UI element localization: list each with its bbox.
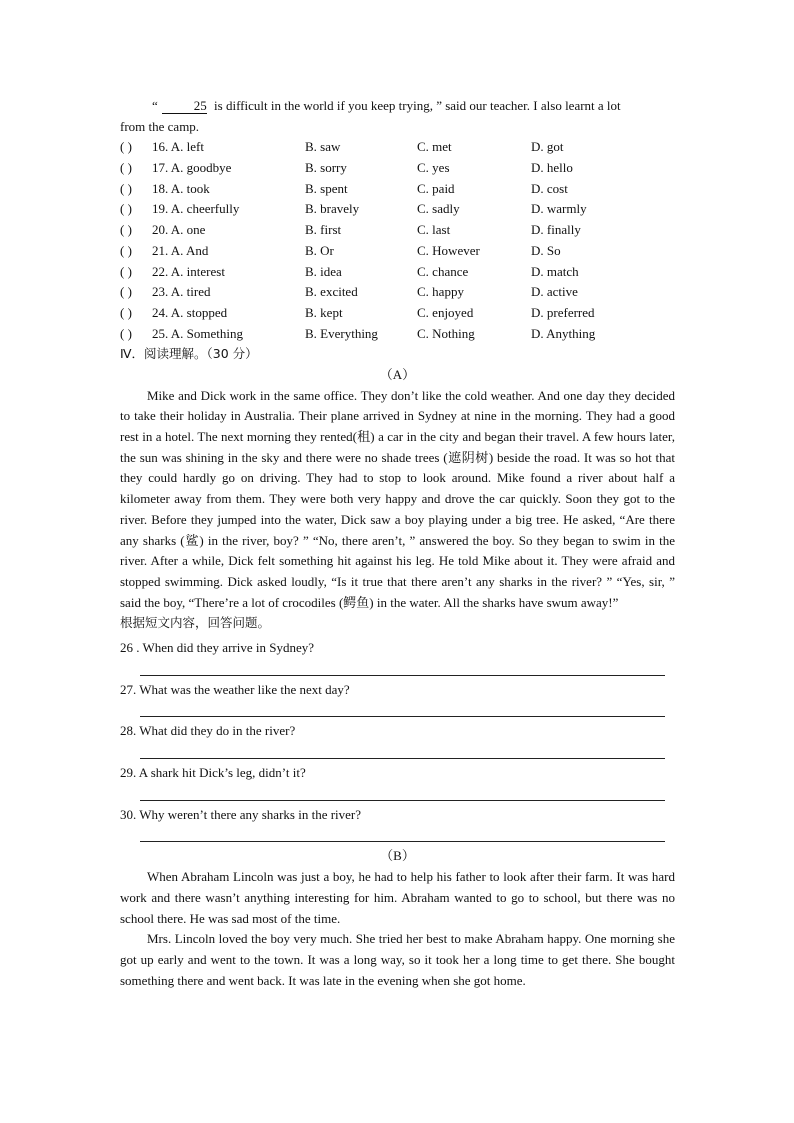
cloze-ending-line-2: from the camp.	[120, 118, 200, 134]
answer-paren: ( )	[120, 284, 132, 300]
section-heading-reading: Ⅳ．阅读理解。（30 分）	[120, 346, 258, 362]
option-a: 23. A. tired	[152, 284, 211, 300]
option-d: D. cost	[531, 180, 568, 196]
option-row-20	[120, 220, 675, 241]
open-quote: “	[152, 98, 158, 113]
answer-paren: ( )	[120, 304, 132, 320]
question-30: 30. Why weren’t there any sharks in the river?	[120, 806, 362, 822]
answer-paren: ( )	[120, 263, 132, 279]
answer-paren: ( )	[120, 201, 132, 217]
option-b: B. sorry	[305, 160, 347, 176]
option-a: 25. A. Something	[152, 325, 244, 341]
instruction: 根据短文内容，回答问题。	[120, 615, 271, 631]
option-b: B. kept	[305, 304, 343, 320]
answer-paren: ( )	[120, 222, 132, 238]
option-row-17	[120, 158, 675, 179]
answer-line-29[interactable]	[140, 784, 665, 801]
question-27: 27. What was the weather like the next day?	[120, 681, 350, 697]
question-28: 28. What did they do in the river?	[120, 723, 296, 739]
option-b: B. Everything	[305, 325, 378, 341]
answer-line-28[interactable]	[140, 742, 665, 759]
question-list	[120, 638, 675, 842]
option-b: B. idea	[305, 263, 342, 279]
option-c: C. paid	[417, 180, 455, 196]
option-a: 17. A. goodbye	[152, 160, 232, 176]
passage-a: Mike and Dick work in the same office. They don’t like the cold weather. And one day they decided to take their holiday in Australia. Their plane arrived in Sydney at nine in the morning. They had a good rest in a hotel. The next morning they rented(租) a car in the city and began their travel. A few hours later, the sun was shining in the sky and there were no shade trees (遮阴树) beside the road. It was so hot that they could hardly go on driving. They had to stop to look around. Mike found a river about half a kilometer away from them. They were both very happy and drove the car quickly. Soon they got to the river. Before they jumped into the water, Dick saw a boy playing under a big tree. He asked, “Are there any sharks (鲨) in the river, boy? ” “No, there aren’t, ” answered the boy. So they began to swim in the river. After a while, Dick felt something hit against his leg. He told Mike about it. They were afraid and stopped swimming. Dick asked loudly, “Is it true that there aren’t any sharks in the river? ” “Yes, sir, ” said the boy, “There’re a lot of crocodiles (鳄鱼) in the water. All the sharks have swum away!”	[120, 387, 675, 610]
answer-paren: ( )	[120, 325, 132, 341]
option-a: 20. A. one	[152, 222, 206, 238]
option-c: C. Nothing	[417, 325, 475, 341]
part-b-label: （B）	[380, 848, 415, 864]
option-d: D. hello	[531, 160, 573, 176]
cloze-ending-line	[120, 96, 675, 117]
question-29: 29. A shark hit Dick’s leg, didn’t it?	[120, 765, 306, 781]
answer-line-30[interactable]	[140, 825, 665, 842]
option-row-16	[120, 137, 675, 158]
option-a: 18. A. took	[152, 180, 210, 196]
option-a: 22. A. interest	[152, 263, 225, 279]
question-26: 26 . When did they arrive in Sydney?	[120, 640, 314, 656]
option-a: 21. A. And	[152, 242, 209, 258]
option-b: B. bravely	[305, 201, 360, 217]
option-row-22	[120, 262, 675, 283]
option-row-21	[120, 241, 675, 262]
passage-b-paragraph-1: When Abraham Lincoln was just a boy, he had to help his father to look after their farm. It was hard work and there wasn’t anything interesting for him. Abraham wanted to go to school, but there was no school there. He was sad most of the time.	[120, 869, 675, 926]
option-c: C. last	[417, 222, 451, 238]
answer-paren: ( )	[120, 160, 132, 176]
option-row-18	[120, 179, 675, 200]
option-row-24	[120, 303, 675, 324]
answer-paren: ( )	[120, 139, 132, 155]
cloze-ending-text: is difficult in the world if you keep trying, ” said our teacher. I also learnt a lot	[214, 98, 621, 113]
answer-line-27[interactable]	[140, 700, 665, 717]
option-a: 24. A. stopped	[152, 304, 228, 320]
option-d: D. Anything	[531, 325, 596, 341]
option-d: D. So	[531, 242, 561, 258]
option-d: D. warmly	[531, 201, 587, 217]
option-row-25	[120, 324, 675, 345]
option-c: C. happy	[417, 284, 464, 300]
exam-page	[120, 96, 675, 991]
answer-paren: ( )	[120, 242, 132, 258]
option-d: D. active	[531, 284, 578, 300]
option-d: D. match	[531, 263, 579, 279]
option-b: B. first	[305, 222, 342, 238]
options-list	[120, 137, 675, 344]
passage-b-paragraph-2: Mrs. Lincoln loved the boy very much. She tried her best to make Abraham happy. One morning she got up early and went to the town. It was a long way, so it took her a long time to get there. She bought something there and went back. It was late in the evening when she got home.	[120, 931, 675, 988]
option-c: C. enjoyed	[417, 304, 474, 320]
option-a: 19. A. cheerfully	[152, 201, 240, 217]
answer-line-26[interactable]	[140, 659, 665, 676]
option-a: 16. A. left	[152, 139, 204, 155]
option-b: B. excited	[305, 284, 358, 300]
option-row-19	[120, 199, 675, 220]
option-row-23	[120, 282, 675, 303]
option-d: D. got	[531, 139, 564, 155]
option-d: D. preferred	[531, 304, 595, 320]
option-c: C. However	[417, 242, 480, 258]
part-a-label: （A）	[379, 366, 416, 382]
answer-paren: ( )	[120, 180, 132, 196]
option-c: C. sadly	[417, 201, 460, 217]
option-b: B. Or	[305, 242, 334, 258]
blank-25: 25	[162, 99, 207, 114]
option-c: C. met	[417, 139, 452, 155]
option-b: B. saw	[305, 139, 341, 155]
option-d: D. finally	[531, 222, 581, 238]
option-c: C. yes	[417, 160, 450, 176]
option-c: C. chance	[417, 263, 469, 279]
option-b: B. spent	[305, 180, 348, 196]
